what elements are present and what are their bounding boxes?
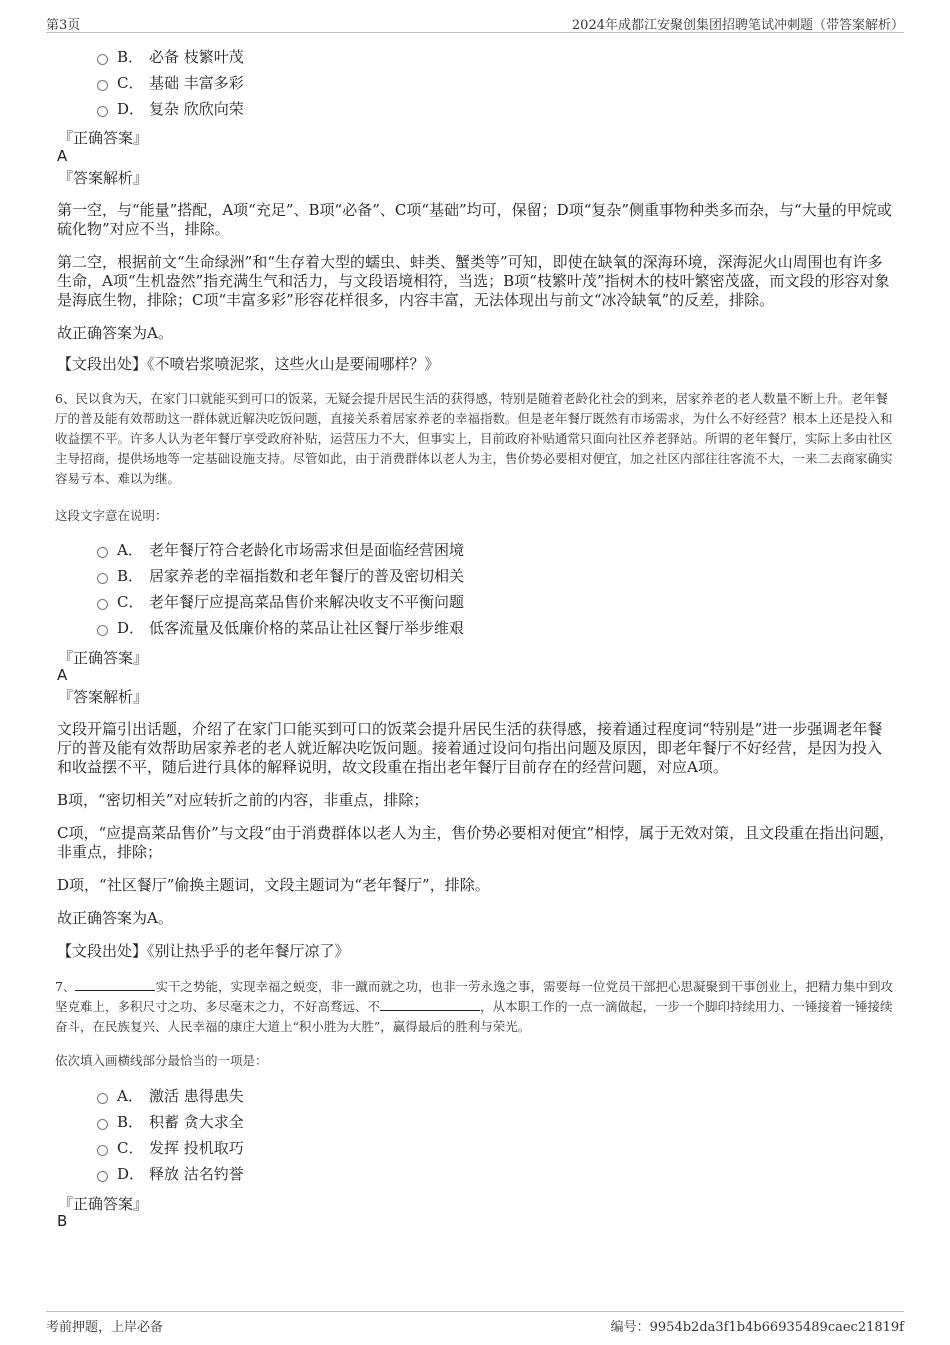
document-title: 2024年成都江安聚创集团招聘笔试冲刺题（带答案解析） <box>571 18 904 33</box>
answer-label: 『正确答案』 <box>58 129 149 147</box>
q6-option-d[interactable]: D． 低客流量及低廉价格的菜品让社区餐厅举步维艰 <box>97 618 464 638</box>
analysis-label: 『答案解析』 <box>58 169 149 187</box>
document-id: 编号：9954b2da3f1b4b66935489caec21819f <box>610 1320 904 1335</box>
analysis-paragraph: C项，“应提高菜品售价”与文段“由于消费群体以老人为主，售价势必要相对便宜”相悖，属于无效对策，且文段重在指出问题，非重点，排除； <box>57 824 895 861</box>
radio-icon[interactable] <box>97 1171 108 1182</box>
radio-icon[interactable] <box>97 1093 108 1104</box>
footer-slogan: 考前押题，上岸必备 <box>46 1320 164 1335</box>
radio-icon[interactable] <box>97 106 108 117</box>
answer-value: A <box>57 147 68 165</box>
analysis-conclusion: 故正确答案为A。 <box>57 324 173 342</box>
radio-icon[interactable] <box>97 625 108 636</box>
radio-icon[interactable] <box>97 599 108 610</box>
fill-blank <box>380 998 480 1011</box>
analysis-paragraph: B项，“密切相关”对应转折之前的内容，非重点，排除； <box>57 791 429 809</box>
analysis-paragraph: 第二空，根据前文“生命绿洲”和“生存着大型的蠕虫、蚌类、蟹类等”可知，即使在缺氧的深海环境，深海泥火山周围也有许多生命，A项“生机盎然”指充满生气和活力，与文段语境相符，当选；B项“枝繁叶茂”指树木的枝叶繁密茂盛，而文段的形容对象是海底生物，排除；C项“丰富多彩”形容花样很多，内容丰富，无法体现出与前文“冰冷缺氧”的反差，排除。 <box>57 253 890 309</box>
answer-label: 『正确答案』 <box>58 649 149 667</box>
radio-icon[interactable] <box>97 573 108 584</box>
question-stem: 6、民以食为天，在家门口就能买到可口的饭菜，无疑会提升居民生活的获得感，特别是随着老龄化社会的到来，居家养老的老人数量不断上升。老年餐厅的普及能有效帮助这一群体就近解决吃饭问题，直接关系着居家养老的幸福指数。但是老年餐厅既然有市场需求，为什么不好经营？根本上还是投入和收益摆不平。许多人认为老年餐厅享受政府补贴，运营压力不大，但事实上，目前政府补贴通常只面向社区养老驿站。所谓的老年餐厅，实际上多由社区主导招商，提供场地等一定基础设施支持。尽管如此，由于消费群体以老人为主，售价势必要相对便宜，加之社区内部往往客流不大，一来二去商家确实容易亏本、难以为继。 <box>55 391 893 486</box>
radio-icon[interactable] <box>97 547 108 558</box>
answer-value: A <box>57 666 68 684</box>
q7-option-c[interactable]: C． 发挥 投机取巧 <box>97 1138 244 1158</box>
q7-option-d[interactable]: D． 释放 沽名钓誉 <box>97 1164 244 1184</box>
analysis-paragraph: D项，“社区餐厅”偷换主题词，文段主题词为“老年餐厅”，排除。 <box>57 876 490 894</box>
source-citation: 【文段出处】《别让热乎乎的老年餐厅凉了》 <box>57 942 350 960</box>
radio-icon[interactable] <box>97 54 108 65</box>
q5-option-c[interactable]: C． 基础 丰富多彩 <box>97 73 244 93</box>
answer-value: B <box>57 1212 68 1230</box>
q7-option-b[interactable]: B． 积蓄 贪大求全 <box>97 1112 244 1132</box>
source-citation: 【文段出处】《不喷岩浆喷泥浆，这些火山是要闹哪样？》 <box>57 355 440 373</box>
radio-icon[interactable] <box>97 1119 108 1130</box>
answer-label: 『正确答案』 <box>58 1195 149 1213</box>
fill-blank <box>75 978 155 991</box>
q6-option-a[interactable]: A． 老年餐厅符合老龄化市场需求但是面临经营困境 <box>97 540 464 560</box>
page-header <box>46 10 904 33</box>
q7-option-a[interactable]: A． 激活 患得患失 <box>97 1086 244 1106</box>
analysis-conclusion: 故正确答案为A。 <box>57 909 173 927</box>
radio-icon[interactable] <box>97 80 108 91</box>
question-stem: 7、 实干之势能，实现幸福之蜕变，非一蹴而就之功，也非一劳永逸之事，需要每一位党员干部把心思凝聚到干事创业上，把精力集中到攻坚克难上，多积尺寸之功、多尽毫末之力，不好高骛远、不 ，从本职工作的一点一滴做起，一步一个脚印持续用力、一锤接着一锤接续奋斗，在民族复兴、人民幸福的康庄大道上“积小胜为大胜”，赢得最后的胜利与荣光。 <box>55 979 893 1034</box>
analysis-paragraph: 文段开篇引出话题，介绍了在家门口能买到可口的饭菜会提升居民生活的获得感，接着通过程度词“特别是”进一步强调老年餐厅的普及能有效帮助居家养老的老人就近解决吃饭问题。接着通过设问句指出问题及原因，即老年餐厅不好经营，是因为投入和收益摆不平，随后进行具体的解释说明，故文段重在指出老年餐厅目前存在的经营问题，对应A项。 <box>57 720 883 776</box>
question-prompt: 依次填入画横线部分最恰当的一项是： <box>55 1053 268 1068</box>
radio-icon[interactable] <box>97 1145 108 1156</box>
analysis-label: 『答案解析』 <box>58 688 149 706</box>
analysis-paragraph: 第一空，与“能量”搭配，A项“充足”、B项“必备”、C项“基础”均可，保留；D项“复杂”侧重事物种类多而杂，与“大量的甲烷或硫化物”对应不当，排除。 <box>57 201 892 238</box>
page-footer <box>46 1311 904 1336</box>
q6-option-b[interactable]: B． 居家养老的幸福指数和老年餐厅的普及密切相关 <box>97 566 464 586</box>
q5-option-b[interactable]: B． 必备 枝繁叶茂 <box>97 47 244 67</box>
q5-option-d[interactable]: D． 复杂 欣欣向荣 <box>97 99 244 119</box>
question-prompt: 这段文字意在说明： <box>55 508 168 523</box>
page-number: 第3页 <box>46 18 81 33</box>
q6-option-c[interactable]: C． 老年餐厅应提高菜品售价来解决收支不平衡问题 <box>97 592 464 612</box>
